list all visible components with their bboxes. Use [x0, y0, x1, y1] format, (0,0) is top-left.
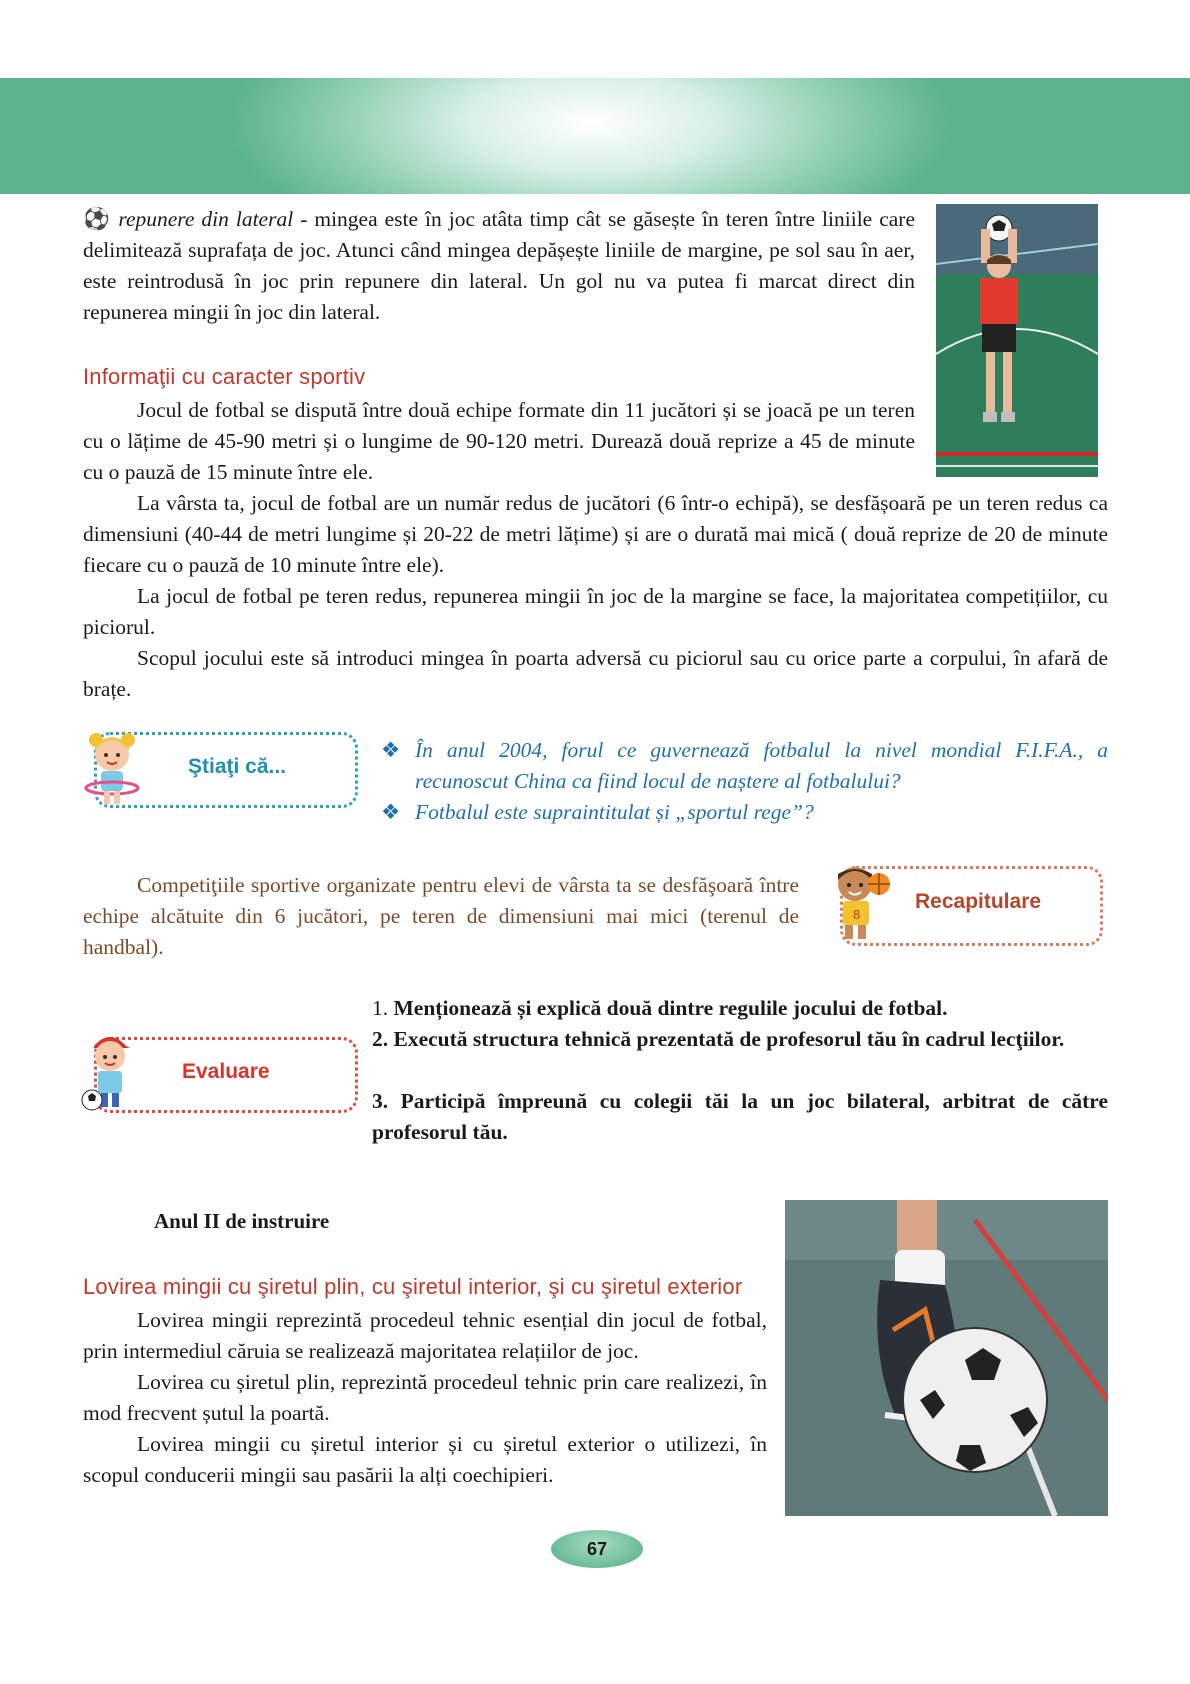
recap-label: Recapitulare: [915, 890, 1042, 913]
fact-item: [381, 735, 1108, 797]
info-paragraph-2: La vârsta ta, jocul de fotbal are un număr redus de jucători (6 într-o echipă), se desfășoară pe un teren redus ca dimensiuni (40-44 de metri lungime și 20-22 de metri lățime) și are o durată mai mică ( două reprize de 20 de minute fiecare cu o pauză de 10 minute între ele).: [83, 491, 1108, 577]
evaluation-number: 2.: [372, 1027, 394, 1051]
foot-on-ball-photo: [785, 1200, 1108, 1516]
evaluation-text: Menționează și explică două dintre regulile jocului de fotbal.: [393, 996, 948, 1020]
evaluation-text: Participă împreună cu colegii tăi la un joc bilateral, arbitrat de către profesorul tău.: [372, 1089, 1109, 1144]
diamond-bullet-icon: ❖: [381, 800, 401, 824]
header-banner: [0, 78, 1190, 194]
info-heading: Informaţii cu caracter sportiv: [83, 364, 366, 389]
soccer-ball-icon: ⚽: [83, 207, 112, 231]
kicking-heading: Lovirea mingii cu şiretul plin, cu şiretul interior, şi cu şiretul exterior: [83, 1274, 743, 1299]
evaluation-text: Execută structura tehnică prezentată de profesorul tău în cadrul lecţiilor.: [393, 1027, 1065, 1051]
svg-text:8: 8: [853, 907, 861, 922]
info-paragraph-1: Jocul de fotbal se dispută între două echipe formate din 11 jucători și se joacă pe un teren cu o lățime de 45-90 metri și o lungime de 90-120 metri. Durează două reprize a 45 de minute cu o pauză de 15 minute între ele.: [83, 398, 915, 484]
page-number: 67: [551, 1530, 643, 1568]
boy-soccer-mascot-icon: [80, 1030, 142, 1112]
evaluare-label: Evaluare: [182, 1060, 270, 1083]
boy-basketball-mascot-icon: [827, 862, 893, 942]
stiati-label: Ştiaţi că...: [188, 755, 287, 778]
kicking-paragraph-3: Lovirea mingii cu șiretul interior și cu șiretul exterior o utilizezi, în scopul conducerii mingii sau pasării la alți coechipieri.: [83, 1432, 767, 1487]
throw-in-text: - mingea este în joc atâta timp cât se găsește în teren între liniile care delimitează suprafața de joc. Atunci când mingea depășește liniile de margine, pe sol sau în aer, este reintrodusă în joc prin repunere din lateral. Un gol nu va putea fi marcat direct din repunerea mingii în joc din lateral.: [83, 207, 915, 324]
info-paragraph-4: Scopul jocului este să introduci mingea în poarta adversă cu piciorul sau cu orice parte a corpului, în afară de brațe.: [83, 646, 1108, 701]
training-year-title: Anul II de instruire: [154, 1209, 330, 1233]
fact-text: Fotbalul este supraintitulat și „sportul rege”?: [415, 800, 814, 824]
info-paragraph-3: La jocul de fotbal pe teren redus, repunerea mingii în joc de la margine se face, la majoritatea competițiilor, cu piciorul.: [83, 584, 1108, 639]
evaluation-number: 3.: [372, 1089, 401, 1113]
kicking-paragraph-1: Lovirea mingii reprezintă procedeul tehnic esențial din jocul de fotbal, prin intermediul căruia se realizează majoritatea relațiilor de joc.: [83, 1308, 767, 1363]
girl-mascot-icon: [82, 730, 142, 808]
fact-text: În anul 2004, forul ce guvernează fotbalul la nivel mondial F.I.F.A., a recunoscut China ca fiind locul de naștere al fotbalului?: [415, 738, 1108, 793]
throw-in-term: repunere din lateral: [118, 207, 294, 231]
fact-item: [381, 797, 1108, 828]
diamond-bullet-icon: ❖: [381, 738, 401, 762]
evaluation-item: [372, 1086, 1108, 1148]
evaluation-number: 1.: [372, 996, 394, 1020]
throw-in-paragraph: [83, 204, 915, 328]
evaluation-item: [372, 1024, 1108, 1055]
throw-in-photo: [936, 204, 1098, 477]
recap-text: Competiţiile sportive organizate pentru elevi de vârsta ta se desfăşoară între echipe alcătuite din 6 jucători, pe teren de dimensiuni mai mici (terenul de handbal).: [83, 873, 799, 959]
kicking-paragraph-2: Lovirea cu șiretul plin, reprezintă procedeul tehnic prin care realizezi, în mod frecvent șutul la poartă.: [83, 1370, 767, 1425]
evaluation-item: [372, 993, 1108, 1024]
